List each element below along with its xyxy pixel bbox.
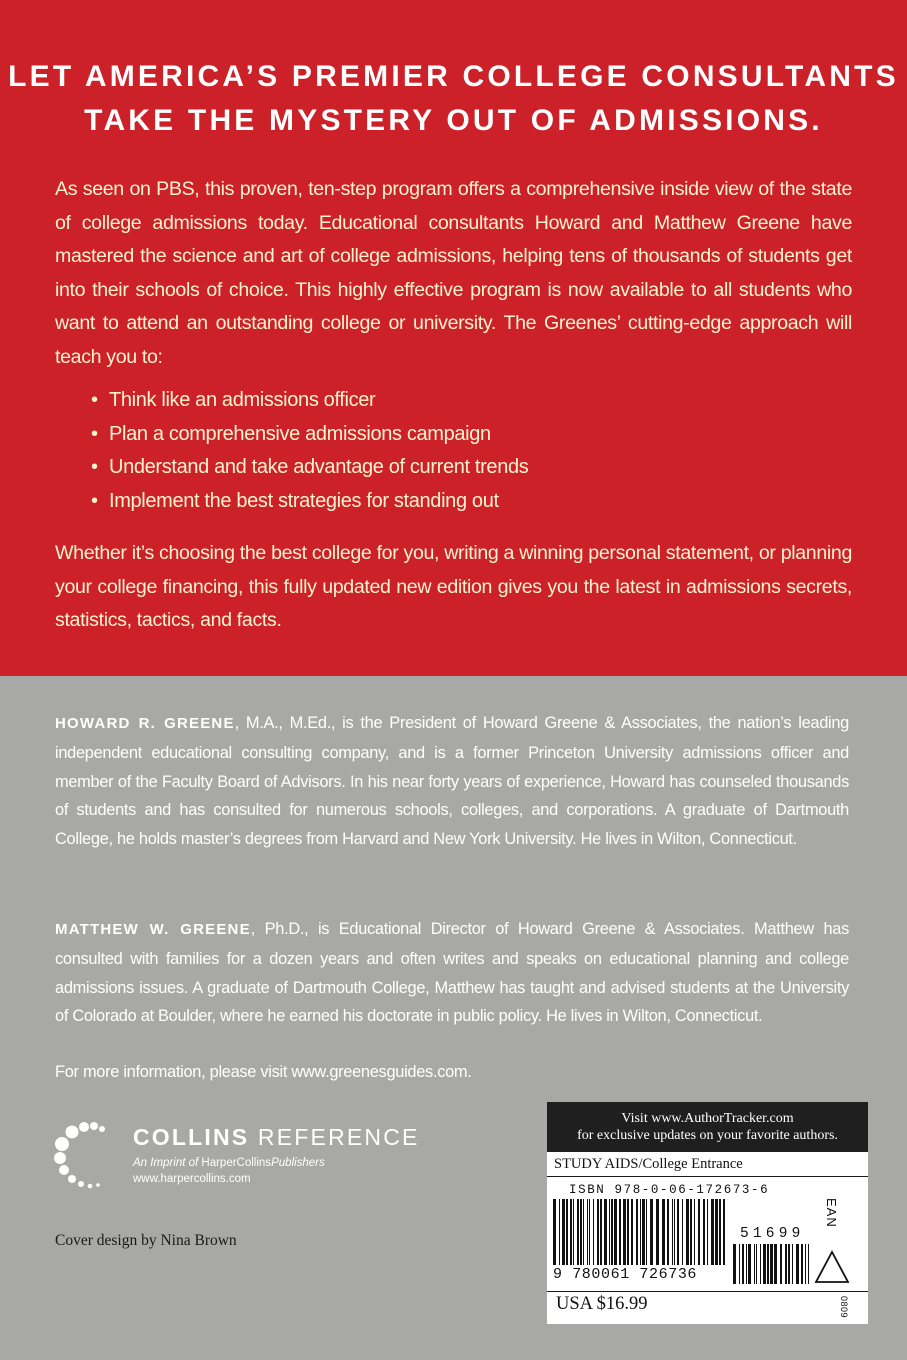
- cover-design-credit: Cover design by Nina Brown: [55, 1232, 237, 1249]
- barcode-bar: [580, 1199, 582, 1265]
- barcode-bar: [754, 1244, 755, 1284]
- author-tracker-banner: Visit www.AuthorTracker.com for exclusive updates on your favorite authors.: [547, 1102, 868, 1152]
- barcode-bar: [577, 1199, 579, 1265]
- barcode-bar: [593, 1199, 594, 1265]
- barcode-bar: [640, 1199, 641, 1265]
- publisher-imprint: An Imprint of HarperCollinsPublishers: [133, 1157, 325, 1169]
- barcode-bar: [808, 1244, 809, 1284]
- barcode-bar: [656, 1199, 659, 1265]
- barcode-bar: [742, 1244, 744, 1284]
- barcode-bar: [796, 1244, 799, 1284]
- barcode-bar: [746, 1244, 747, 1284]
- price: USA $16.99: [556, 1294, 648, 1314]
- barcode-bar: [690, 1199, 692, 1265]
- barcode-bar: [686, 1199, 689, 1265]
- barcode-bar: [566, 1199, 568, 1265]
- more-info-text: For more information, please visit www.greenesguides.com.: [55, 1063, 472, 1081]
- barcode-bar: [715, 1199, 718, 1265]
- barcode-bar: [711, 1199, 714, 1265]
- barcode-bar: [682, 1199, 683, 1265]
- intro-paragraph: As seen on PBS, this proven, ten-step program offers a comprehensive inside view of the state of college admissions today. Educational consultants Howard and Matthew Greene have mastered the science and art of college admissions, helping tens of thousands of students get into their schools of choice. This highly effective program is now available to all students who want to attend an outstanding college or university. The Greenes’ cutting-edge approach will teach you to:: [55, 178, 852, 368]
- barcode-bar: [562, 1199, 565, 1265]
- barcode-bar: [642, 1199, 645, 1265]
- barcode-bar: [619, 1199, 621, 1265]
- barcode-bar: [570, 1199, 572, 1265]
- publisher-name: COLLINS REFERENCE: [133, 1124, 420, 1150]
- bullet-list: [91, 384, 528, 518]
- headline-line-1: LET AMERICA’S PREMIER COLLEGE CONSULTANTS: [8, 60, 899, 93]
- barcode-bar: [646, 1199, 647, 1265]
- barcode-bar: [631, 1199, 633, 1265]
- top-red-panel: [0, 0, 907, 676]
- barcode-bar: [589, 1199, 590, 1265]
- bio-matthew-greene: MATTHEW W. GREENE, Ph.D., is Educational Director of Howard Greene & Associates. Matthew has consulted with families for a dozen years and often writes and speaks on educational planning and college admissions issues. A graduate of Dartmouth College, Matthew has taught and advised students at the University of Colorado at Boulder, where he earned his doctorate in public policy. He lives in Wilton, Connecticut.: [55, 920, 849, 1026]
- barcode-bar: [763, 1244, 766, 1284]
- category-label: STUDY AIDS/College Entrance: [547, 1152, 868, 1177]
- barcode-bar: [698, 1199, 700, 1265]
- ean-digits: 9 780061 726736: [553, 1266, 698, 1283]
- collins-dots-icon: [52, 1120, 122, 1190]
- barcode-bar: [623, 1199, 626, 1265]
- barcode-bar: [780, 1244, 782, 1284]
- barcode-bar: [703, 1199, 705, 1265]
- barcode-bar: [801, 1244, 803, 1284]
- triangle-icon: [814, 1250, 850, 1284]
- barcode-bar: [672, 1199, 673, 1265]
- barcode-bar: [627, 1199, 629, 1265]
- barcode-bar: [662, 1199, 665, 1265]
- bullet-item: • Understand and take advantage of current trends: [91, 451, 528, 485]
- bullet-dot-icon: •: [91, 456, 98, 478]
- barcode-bar: [587, 1199, 588, 1265]
- publisher-logo: [52, 1120, 432, 1190]
- barcode-bar: [805, 1244, 806, 1284]
- barcode-bar: [719, 1199, 721, 1265]
- bullet-item: • Plan a comprehensive admissions campaign: [91, 418, 528, 452]
- headline-line-2: TAKE THE MYSTERY OUT OF ADMISSIONS.: [84, 104, 823, 137]
- bullet-dot-icon: •: [91, 489, 98, 512]
- barcode-bar: [788, 1244, 790, 1284]
- barcode-bar: [694, 1199, 695, 1265]
- bullet-dot-icon: •: [91, 422, 98, 445]
- barcode-bar: [767, 1244, 769, 1284]
- price-code: 51699: [740, 1226, 805, 1242]
- bullet-item: • Implement the best strategies for standing out: [91, 485, 528, 519]
- barcode-bar: [559, 1199, 560, 1265]
- barcode-bar: [677, 1199, 679, 1265]
- barcode-bar: [611, 1199, 613, 1265]
- bio-name: MATTHEW W. GREENE: [55, 921, 251, 938]
- barcode-bar: [614, 1199, 617, 1265]
- barcode-bar: [600, 1199, 602, 1265]
- ean-label: EAN: [824, 1198, 839, 1228]
- barcode-bar: [674, 1199, 675, 1265]
- barcode-bar: [785, 1244, 787, 1284]
- barcode-bar: [770, 1244, 773, 1284]
- bullet-item: • Think like an admissions officer: [91, 384, 528, 418]
- bullet-dot-icon: •: [91, 389, 98, 411]
- barcode-bar: [667, 1199, 669, 1265]
- barcode-bar: [573, 1199, 574, 1265]
- publisher-url: www.harpercollins.com: [133, 1173, 251, 1185]
- barcode-bar: [733, 1244, 736, 1284]
- bio-name: HOWARD R. GREENE: [55, 715, 235, 732]
- ean-barcode-icon: [553, 1199, 729, 1265]
- barcode-box: [547, 1102, 868, 1324]
- addon-barcode-icon: [733, 1244, 811, 1284]
- barcode-bar: [756, 1244, 757, 1284]
- barcode-bar: [553, 1199, 556, 1265]
- barcode-bar: [723, 1199, 725, 1265]
- barcode-bar: [774, 1244, 777, 1284]
- barcode-bar: [597, 1199, 599, 1265]
- barcode-bar: [760, 1244, 761, 1284]
- barcode-bar: [650, 1199, 653, 1265]
- barcode-bar: [609, 1199, 610, 1265]
- barcode-bar: [707, 1199, 708, 1265]
- barcode-bar: [792, 1244, 793, 1284]
- barcode-bar: [748, 1244, 751, 1284]
- batch-code: 0809: [839, 1296, 849, 1319]
- barcode-bar: [739, 1244, 740, 1284]
- barcode-bar: [636, 1199, 638, 1265]
- closing-paragraph: Whether it’s choosing the best college for you, writing a winning personal statement, or planning your college financing, this fully updated new edition gives you the latest in admissions secrets, statistics, tactics, and facts.: [55, 542, 852, 632]
- divider: [547, 1291, 868, 1292]
- bio-howard-greene: HOWARD R. GREENE, M.A., M.Ed., is the President of Howard Greene & Associates, the nation’s leading independent educational consulting company, and is a former Princeton University admissions officer and member of the Faculty Board of Advisors. In his near forty years of experience, Howard has counseled thousands of students and has consulted for numerous schools, colleges, and corporations. A graduate of Dartmouth College, he holds master’s degrees from Harvard and New York University. He lives in Wilton, Connecticut.: [55, 714, 849, 849]
- barcode-bar: [583, 1199, 584, 1265]
- isbn-text: ISBN 978-0-06-172673-6: [569, 1183, 770, 1197]
- barcode-bar: [604, 1199, 607, 1265]
- headline: [0, 55, 907, 143]
